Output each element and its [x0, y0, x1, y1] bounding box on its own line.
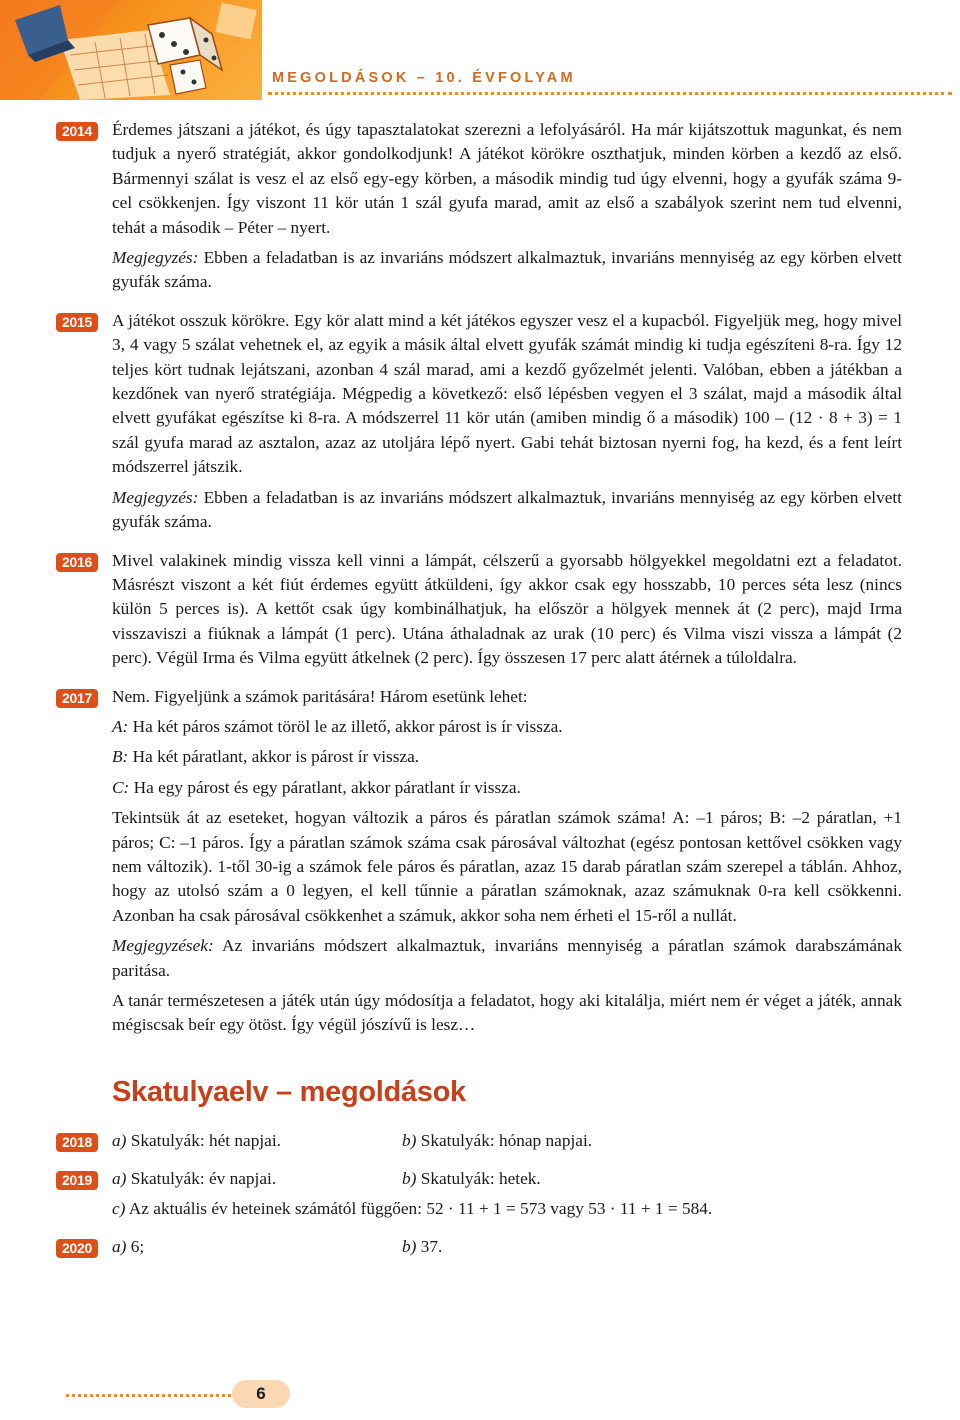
case-label: C:	[112, 777, 130, 797]
case-text: Ha két páratlant, akkor is párost ír vissza.	[128, 747, 420, 767]
header-divider	[268, 92, 952, 95]
note	[112, 934, 902, 983]
answer-b	[402, 1129, 592, 1153]
answer-c	[112, 1197, 712, 1221]
problem-number: 2018	[56, 1133, 98, 1152]
note-label: Megjegyzések:	[112, 936, 214, 956]
note-label: Megjegyzés:	[112, 248, 199, 268]
solution-paragraph: A játékot osszuk körökre. Egy kör alatt mind a két játékos egyszer vesz el a kupacból. Figyeljük meg, hogy mivel 3, 4 vagy 5 szálat vehetnek el, az egyik a másik által elvett gyufák számát mindig ki tudja egészíteni 8-ra. Így 12 teljes kört tudnak lejátszani, azonban 4 szál marad, ami a kezdő győzelmét jelenti. Valóban, ebben a játékban a kezdőnek van nyerő stratégiája. Mégpedig a következő: első lépésben vegyen el 3 szálat, majd a második által elvett gyufákat egészítse ki 8-ra. A módszerrel 11 kör után (amiben mindig ő a második) 100 – (12 · 8 + 3) = 1 szál gyufa marad az asztalon, azaz az utoljára lépő nyert. Gabi tehát biztosan nyerni fog, ha kezd, és a fent leírt módszerrel játszik.	[112, 310, 902, 477]
answer-text: 6;	[126, 1236, 145, 1256]
answer-label: b)	[402, 1168, 417, 1188]
problem-number: 2015	[56, 313, 98, 332]
case-text: Ha két páros számot töröl le az illető, akkor párost is ír vissza.	[128, 716, 563, 736]
page-content	[56, 118, 956, 1269]
page-number: 6	[232, 1380, 290, 1408]
answer-text: Skatulyák: hét napjai.	[126, 1130, 281, 1150]
answer-a	[112, 1235, 144, 1259]
note-label: Megjegyzés:	[112, 487, 199, 507]
problem-2020	[56, 1235, 956, 1259]
problem-2017	[56, 685, 956, 1038]
answer-text: 37.	[416, 1236, 443, 1256]
header-illustration	[0, 0, 262, 100]
note-text: Az invariáns módszert alkalmaztuk, invariáns mennyiség a páratlan számok darabszámának paritása.	[112, 936, 902, 980]
answer-text: Skatulyák: év napjai.	[126, 1168, 277, 1188]
answer-text: Skatulyák: hónap napjai.	[416, 1130, 593, 1150]
case-a	[112, 715, 902, 739]
section-title: Skatulyaelv – megoldások	[112, 1075, 466, 1108]
problem-2014	[56, 118, 956, 295]
problem-2019	[56, 1167, 956, 1221]
answer-label: b)	[402, 1130, 417, 1150]
answer-row	[112, 1129, 956, 1153]
answer-row	[112, 1235, 956, 1259]
case-text: Ha egy párost és egy páratlant, akkor páratlant ír vissza.	[129, 777, 521, 797]
answer-label: c)	[112, 1198, 126, 1218]
solution-paragraph: Érdemes játszani a játékot, és úgy tapasztalatokat szerezni a lefolyásáról. Ha már kijátszottuk magunkat, és nem tudjuk a nyerő stratégiát, akkor gondolkodjunk! A játékot körökre oszthatjuk, minden körben a kezdő az első. Bármennyi szálat is vesz el az első egy-egy körben, a második mindig tud úgy elvenni, hogy a gyufák száma 9-cel csökkenjen. Így viszont 11 kör után 1 szál gyufa marad, amit az első a szabályok szerint nem tud elvenni, tehát a második – Péter – nyert.	[112, 120, 902, 237]
answer-a	[112, 1129, 281, 1153]
note-text: Ebben a feladatban is az invariáns módszert alkalmaztuk, invariáns mennyiség az egy körben elvett gyufák száma.	[112, 248, 902, 292]
answer-label: b)	[402, 1236, 417, 1256]
case-label: B:	[112, 747, 129, 767]
answer-label: a)	[112, 1236, 127, 1256]
problem-2016	[56, 549, 956, 671]
problem-2015	[56, 309, 956, 535]
note-text: Ebben a feladatban is az invariáns módszert alkalmaztuk, invariáns mennyiség az egy körben elvett gyufák száma.	[112, 487, 902, 532]
solution-paragraph: Mivel valakinek mindig vissza kell vinni a lámpát, célszerű a gyorsabb hölgyekkel megoldatni ezt a feladatot. Másrészt viszont a két fiút érdemes együtt átküldeni, így akkor csak egy hosszabb, 10 perces séta lesz (nincs külön 5 perces is). A kettőt csak úgy kombinálhatjuk, ha először a hölgyek mennek át (2 perc), majd Irma visszaviszi a fiúknak a lámpát (1 perc). Utána áthaladnak az urak (10 perc) és Vilma viszi vissza a lámpát (2 perc). Végül Irma és Vilma együtt átkelnek (2 perc). Így összesen 17 perc alatt átérnek a túloldalra.	[112, 550, 902, 668]
problem-number: 2014	[56, 122, 98, 141]
note	[112, 486, 902, 535]
case-label: A:	[112, 716, 129, 736]
note	[112, 246, 902, 295]
answer-label: a)	[112, 1130, 127, 1150]
answer-text: Az aktuális év heteinek számától függően: 52 · 11 + 1 = 573 vagy 53 · 11 + 1 = 584.	[125, 1198, 713, 1218]
solution-paragraph: Tekintsük át az eseteket, hogyan változik a páros és páratlan számok száma! A: –1 páros; B: –2 páratlan, +1 páros; C: –1 páros. Így a páratlan számok száma csak párosával változhat (egész pontosan kettővel csökken vagy nem változik). 1-től 30-ig a számok fele páros és páratlan, azaz 15 darab páratlan szám szerepel a táblán. Ahhoz, hogy az utolsó szám a 0 legyen, el kell tűnnie a páratlan számoknak, azaz számuknak 0-ra kell csökkenni. Azonban ha csak párosával csökkenhet a számuk, akkor soha nem érheti el 15-ről a nullát.	[112, 808, 902, 925]
footer-divider	[66, 1394, 231, 1397]
answer-a	[112, 1167, 276, 1191]
problem-number: 2017	[56, 689, 98, 708]
problem-number: 2016	[56, 553, 98, 572]
solution-intro: Nem. Figyeljünk a számok paritására! Három esetünk lehet:	[112, 686, 528, 706]
case-c	[112, 776, 902, 800]
answer-b	[402, 1167, 541, 1191]
dice-illustration	[0, 0, 262, 100]
answer-b	[402, 1235, 442, 1259]
closing-paragraph: A tanár természetesen a játék után úgy módosítja a feladatot, hogy aki kitalálja, miért nem ér véget a játék, annak mégiscsak beír egy ötöst. Így végül jószívű is lesz…	[112, 991, 902, 1035]
problem-number: 2019	[56, 1171, 98, 1190]
answer-row	[112, 1167, 956, 1191]
case-b	[112, 745, 902, 769]
header-title: MEGOLDÁSOK – 10. ÉVFOLYAM	[272, 70, 576, 86]
problem-2018	[56, 1129, 956, 1153]
problem-number: 2020	[56, 1239, 98, 1258]
answer-text: Skatulyák: hetek.	[416, 1168, 541, 1188]
answer-label: a)	[112, 1168, 127, 1188]
answer-row	[112, 1197, 956, 1221]
